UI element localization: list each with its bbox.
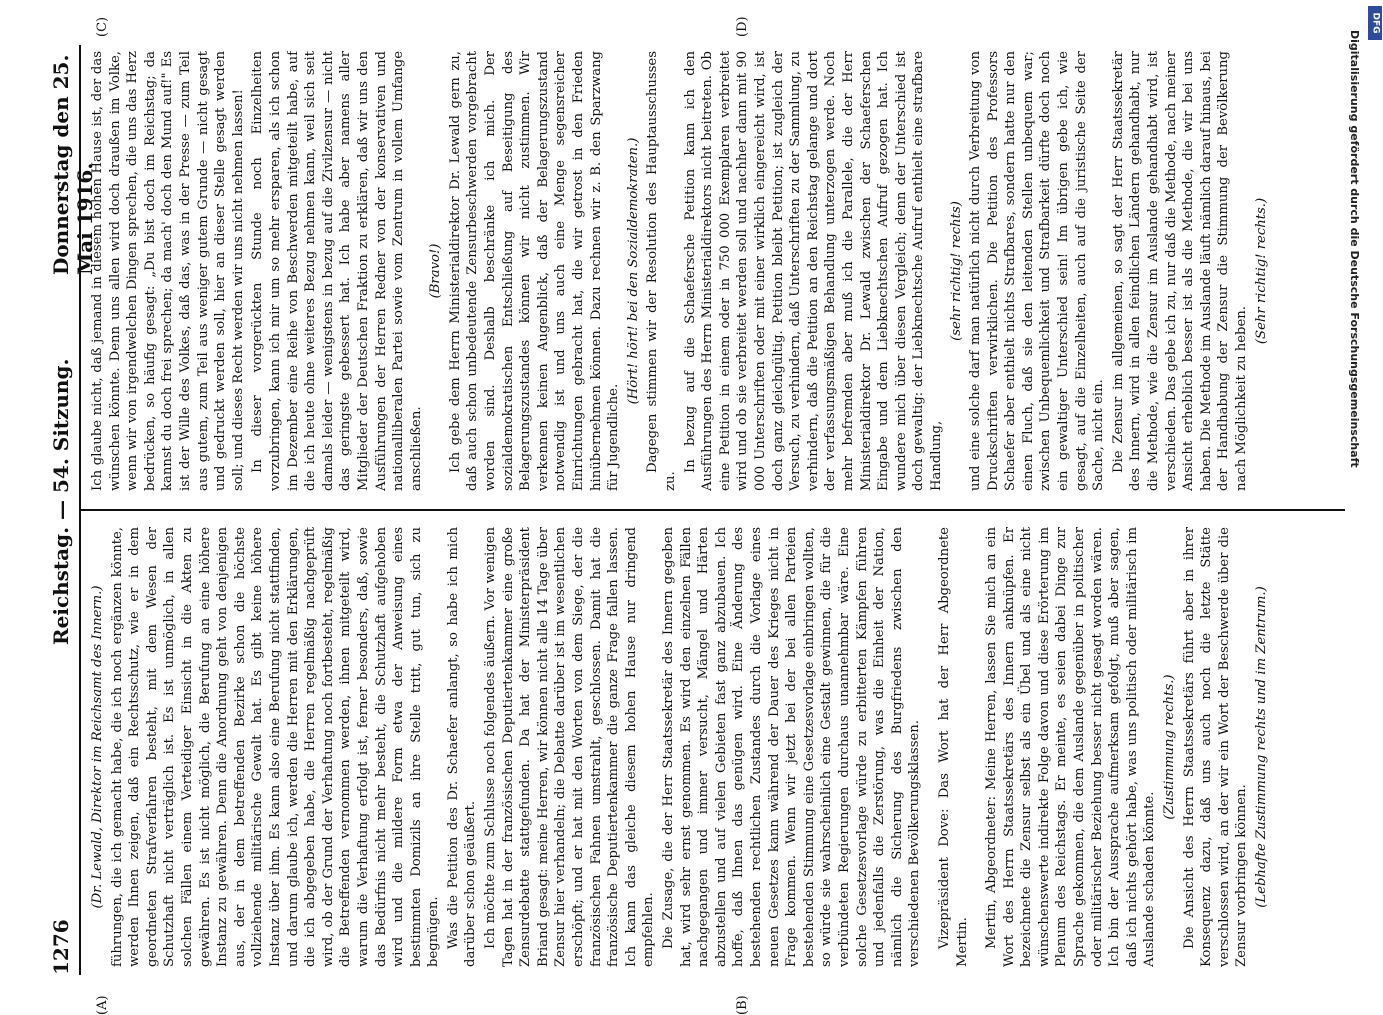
margin-mark-d: (D) [735,16,750,37]
paragraph: Ich gebe dem Herrn Ministerialdirektor Dr. Lewald gern zu, daß auch schon unbedeutende Zensurbeschwerden vorgebracht worden sind. Deshalb beschränke ich mich. Der sozialdemokratischen Entschließung auf Beseitigung des Belagerungszustandes können wir nicht zustimmen. Wir verkennen keinen Augenblick, daß der Belagerungszustand notwendig ist und uns auch eine Menge segensreicher Einrichtungen gebracht hat, die wir getrost in den Frieden hinübernehmen können. Dazu rechnen wir z. B. den Sparzwang für Jugendliche. [447,51,622,491]
paragraph: Was die Petition des Dr. Schaefer anlangt, so habe ich mich darüber schon geäußert. [445,527,479,967]
margin-mark-c: (C) [95,16,110,37]
margin-mark-b: (B) [735,995,750,1015]
dfg-logo-text: DFG [1370,12,1381,34]
digitization-note [1345,30,1365,970]
speaker-continuation-note: (Dr. Lewald, Direktor im Reichsamt des Innern.) [90,585,105,909]
digitization-note-text: Digitalisierung gefördert durch die Deutsche Forschungsgemeinschaft [1348,30,1361,468]
left-column [89,527,1329,967]
paragraph: Ich möchte zum Schlusse noch folgendes äußern. Vor wenigen Tagen hat in der französischen Deputiertenkammer eine große Zensurdebatte stattgefunden. Da hat der Ministerpräsident Briand gesagt: meine Herren, wir können nicht alle 14 Tage über Zensur hier verhandeln; die Debatte darüber ist im wesentlichen erschöpft; und er hat mit den Worten von dem Siege, der die französischen Fahnen umstrahlt, geschlossen. Damit hat die französische Deputiertenkammer die ganze Frage fallen lassen. Ich kann das gleiche diesem hohen Hause nur dringend empfehlen. [483,527,657,967]
speaker-paragraph: Mertin, Abgeordneter: Meine Herren, lassen Sie mich an ein Wort des Herrn Staatssekretärs des Innern anknüpfen. Er bezeichnete die Zensur selbst als ein Übel und als eine nicht wünschenswerte indirekte Folge davon und diese Erörterung im Plenum des Reichstags. Er meinte, es seien dabei Dinge zur Sprache gekommen, die dem Auslande gegenüber in politischer oder militärischer Beziehung besser nicht gesagt worden wären. Ich bin der Aussprache aufmerksam gefolgt, muß aber sagen, daß ich nichts gehört habe, was uns politisch oder militärisch im Auslande schaden könnte. [984,527,1158,967]
paragraph: Die Zensur im allgemeinen, so sagt der Herr Staatssekretär des Innern, wird in allen feindlichen Ländern gehandhabt, nur die Methode, wie die Zensur im Auslande gehandhabt wird, ist verschieden. Das gebe ich zu, nur daß die Methode, nach meiner Ansicht erheblich besser ist als die Methode, die wir bei uns haben. Die Methode im Auslande läuft nämlich darauf hinaus, bei der Handhabung der Zensur die Stimmung der Bevölkerung nach Möglichkeit zu heben. [1110,51,1249,491]
interjection: (Hört! hört! bei den Sozialdemokraten.) [625,137,641,405]
margin-mark-a: (A) [95,995,110,1015]
paragraph: In bezug auf die Schaefersche Petition kann ich den Ausführungen des Herrn Ministerialdirektors nicht beitreten. Ob eine Petition in einem oder in 750 000 Exemplaren verbreitet wird und ob sie verbreitet werden soll und nachher dann mit 90 000 Unterschriften oder mit einer wirklich eingereicht wird, ist doch ganz gleichgültig. Petition bleibt Petition; ist zugleich der Versuch, zu verhindern, daß Unterschriften zu der Sammlung, zu verhindern, daß die Petition an den Reichstag gelange und dort der verfassungsmäßigen Behandlung unterzogen werde. Noch mehr befremden aber muß ich die Parallele, die der Herr Ministerialdirektor Dr. Lewald zwischen der Schaeferschen Eingabe und dem Liebknechtschen Aufruf gezogen hat. Ich wundere mich über diesen Vergleich; denn der Unterschied ist doch gewaltig: der Liebknechtsche Aufruf enthielt eine strafbare Handlung, [682,51,944,491]
paragraph: und eine solche darf man natürlich nicht durch Verbreitung von Druckschriften verwirklichen. Die Petition des Professors Schaefer aber enthielt nichts Strafbares, sondern hatte nur den einen Fluch, daß sie den leitenden Stellen unbequem war; zwischen Unbequemlichkeit und Strafbarkeit dürfte doch noch ein gewaltiger Unterschied sein! Im übrigen gebe ich, wie gesagt, auf die Einzelheiten, auch auf die juristische Seite der Sache, nicht ein. [968,51,1107,491]
page-header [45,45,97,975]
paragraph: In dieser vorgerückten Stunde noch Einzelheiten vorzubringen, kann ich mir um so mehr ersparen, als ich schon im Dezember eine Reihe von Beschwerden mitgeteilt habe, auf die ich heute ohne weiteres Bezug nehmen kann, weil sich seit damals leider — wenigstens in bezug auf die Zivilzensur — nicht das geringste gebessert hat. Ich habe aber namens aller Mitglieder der Deutschen Fraktion zu erklären, daß wir uns den Ausführungen der Herren Redner von der konservativen und nationalliberalen Partei sowie vom Zentrum in vollem Umfange anschließen. [250,51,424,491]
interjection: (Lebhafte Zustimmung rechts und im Zentrum.) [1254,586,1269,908]
document-page [45,16,1345,1015]
header-left-title: Reichstag. — 54. Sitzung. [49,358,73,645]
speaker-intro: Vizepräsident Dove: Das Wort hat der Herr Abgeordnete Mertin. [936,527,970,967]
paragraph: Die Ansicht des Herrn Staatssekretärs führt aber in ihrer Konsequenz dazu, daß uns auch noch die letzte Stätte verschlossen wird, an der wir ein Wort der Beschwerde über die Zensur vorbringen können. [1181,527,1250,967]
right-column [89,51,1329,491]
paragraph: Dagegen stimmen wir der Resolution des Hauptausschusses zu. [645,51,678,491]
dfg-logo [1368,6,1382,40]
column-divider [81,509,1345,511]
paragraph: Die Zusage, die der Herr Staatssekretär des Innern gegeben hat, wird sehr ernst genommen. Es wird den einzelnen Fällen nachgegangen und immer versucht, Mängel und Härten abzustellen und auf vielen Gebieten fast ganz abzubauen. Ich hoffe, daß Ihnen das genügen wird. Eine Änderung des bestehenden rechtlichen Zustandes durch die Vorlage eines neuen Gesetzes kann während der Dauer des Krieges nicht in Frage kommen. Wenn wir jetzt bei der bei allen Parteien bestehenden Stimmung eine Gesetzesvorlage einbringen wollten, so würde sie wahrscheinlich eine Gestalt gewinnen, die für die verbündeten Regierungen durchaus unannehmbar wäre. Eine solche Gesetzesvorlage würde zu erbitterten Kämpfen führen und jedenfalls die Zerstörung, was die Einheit der Nation, nämlich die Sicherung des Burgfriedens zwischen den verschiedenen Bevölkerungsklassen. [661,527,923,967]
header-right-title: Donnerstag den 25. Mai 1916. [49,54,97,275]
paragraph: Ich glaube nicht, daß jemand in diesem hohen Hause ist, der das wünschen könnte. Denn uns allen wird doch draußen im Volke, wenn wir von irgendwelchen Dingen sprechen, die uns das Herz bedrücken, so häufig gesagt: „Du bist doch im Reichstag; da kannst du doch frei sprechen; da mach' doch den Mund auf!" Es ist der Wille des Volkes, daß das, was in der Presse — zum Teil aus gutem, zum Teil aus weniger gutem Grunde — nicht gesagt und gedruckt werden soll, hier an dieser Stelle gesagt werden soll; und dieses Recht werden wir uns nicht nehmen lassen! [90,51,246,491]
interjection: (Bravo!) [428,243,444,299]
interjection: (Sehr richtig! rechts.) [1253,197,1269,345]
interjection: (sehr richtig! rechts) [948,201,964,341]
page-number: 1276 [49,919,73,975]
paragraph: führungen, die ich gemacht habe, die ich noch ergänzen könnte, werden Ihnen zeigen, daß ein Rechtsschutz, wie er in dem geordneten Strafverfahren besteht, mit dem Wesen der Schutzhaft nicht verträglich ist. Es ist unmöglich, in allen solchen Fällen einem Verteidiger Einsicht in die Akten zu gewähren. Es ist nicht möglich, die Berufung an eine höhere Instanz zu gewähren. Denn die Anordnung geht von denjenigen aus, der in dem betreffenden Bezirke schon die höchste vollziehende militärische Gewalt hat. Es gibt keine höhere Instanz über ihm. Es kann also eine Berufung nicht stattfinden, und darum glaube ich, werden die Herren mit den Erklärungen, die ich abgegeben habe, die Herren regelmäßig nachgeprüft wird, ob der Grund der Verhaftung noch fortbesteht, regelmäßig die Betreffenden vernommen werden, ihnen mitgeteilt wird, warum die Verhaftung erfolgt ist, ferner besonders, daß, sowie das Bedürfnis nicht mehr besteht, die Schutzhaft aufgehoben wird und die mildere Form etwa der Anweisung eines bestimmten Domizils an ihre Stelle tritt, gut tun, sich zu begnügen. [109,527,442,967]
interjection: (Zustimmung rechts.) [1162,674,1178,820]
